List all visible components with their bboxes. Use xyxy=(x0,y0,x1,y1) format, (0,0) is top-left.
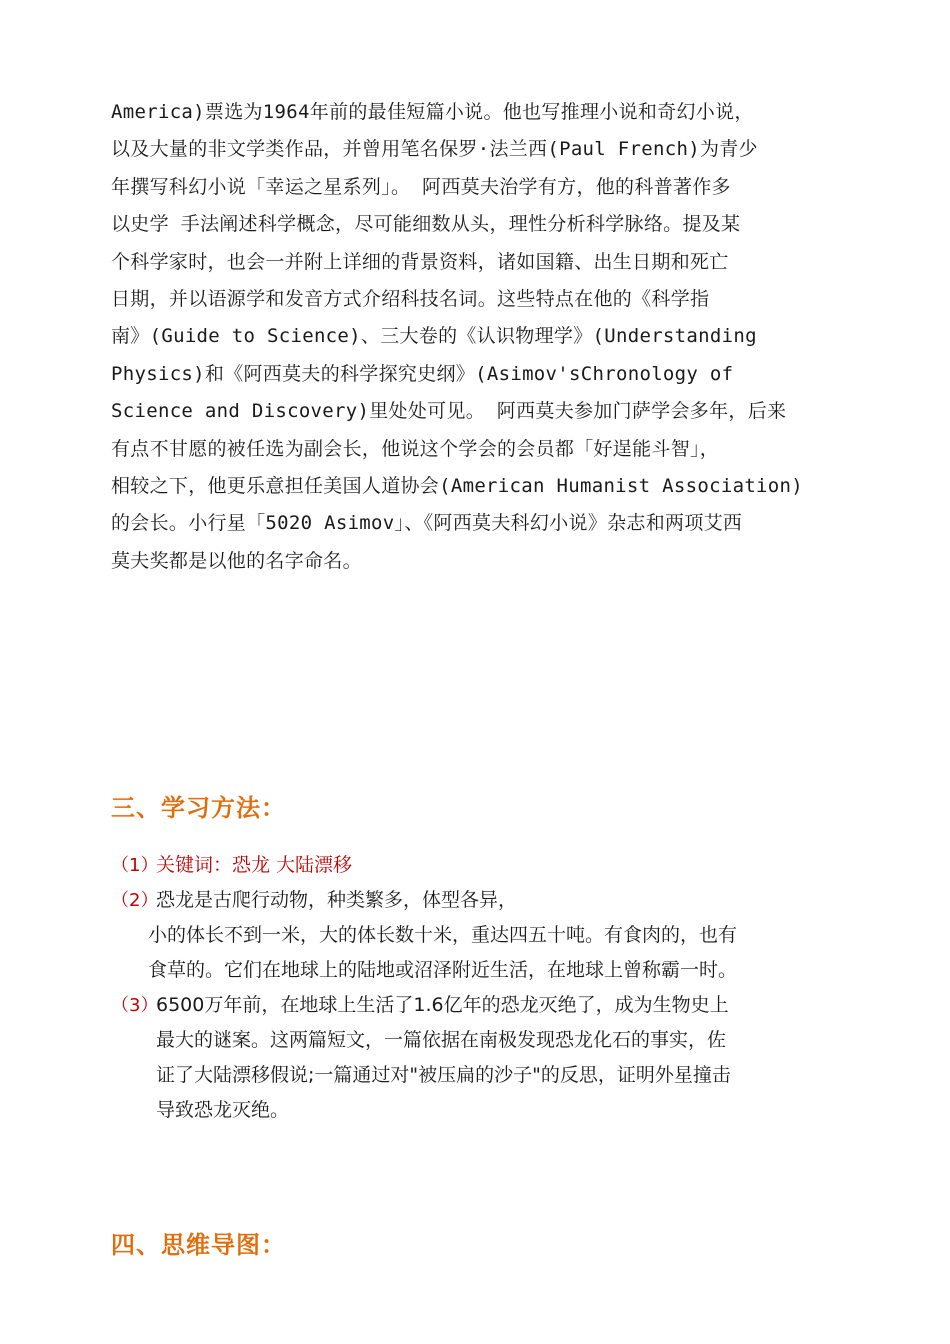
item-continuation-line: 最大的谜案。这两篇短文，一篇依据在南极发现恐龙化石的事实，佐 xyxy=(156,1029,727,1051)
paragraph-line: 的会长。小行星「5020 Asimov」、《阿西莫夫科幻小说》杂志和两项艾西 xyxy=(111,512,743,535)
paragraph-line: Physics)和《阿西莫夫的科学探究史纲》(Asimov'sChronology of xyxy=(111,362,734,385)
paragraph-line: 相较之下，他更乐意担任美国人道协会(American Humanist Association) xyxy=(111,475,804,498)
item-text: 恐龙是古爬行动物，种类繁多，体型各异， xyxy=(156,889,518,911)
item-text: 6500万年前，在地球上生活了1.6亿年的恐龙灭绝了，成为生物史上 xyxy=(156,994,729,1016)
learning-methods-list xyxy=(111,848,851,1128)
item-number: （2） xyxy=(111,890,159,911)
paragraph-line: 以史学 手法阐述科学概念，尽可能细数从头，理性分析科学脉络。提及某 xyxy=(111,213,741,236)
section-heading-learning-methods: 三、学习方法： xyxy=(111,794,286,822)
paragraph-line: Science and Discovery)里处处可见。 阿西莫夫参加门萨学会多年，后来 xyxy=(111,400,787,423)
paragraph-line: 有点不甘愿的被任选为副会长，他说这个学会的会员都「好逞能斗智」， xyxy=(111,437,720,460)
item-continuation-line: 食草的。它们在地球上的陆地或沼泽附近生活，在地球上曾称霸一时。 xyxy=(148,959,738,981)
paragraph-line: 莫夫奖都是以他的名字命名。 xyxy=(111,549,362,572)
item-number: （3） xyxy=(111,995,159,1016)
item-continuation-line: 证了大陆漂移假说;一篇通过对"被压扁的沙子"的反思，证明外星撞击 xyxy=(156,1064,731,1086)
paragraph-line: America)票选为1964年前的最佳短篇小说。他也写推理小说和奇幻小说， xyxy=(111,101,754,123)
section-heading-mind-map: 四、思维导图： xyxy=(111,1231,286,1259)
paragraph-line: 个科学家时，也会一并附上详细的背景资料，诸如国籍、出生日期和死亡 xyxy=(111,250,729,273)
intro-paragraph xyxy=(111,94,841,580)
item-continuation-line: 小的体长不到一米，大的体长数十米，重达四五十吨。有食肉的，也有 xyxy=(148,924,738,946)
paragraph-line: 日期，并以语源学和发音方式介绍科技名词。这些特点在他的《科学指 xyxy=(111,288,710,311)
paragraph-line: 以及大量的非文学类作品，并曾用笔名保罗·法兰西(Paul French)为青少 xyxy=(111,138,758,161)
paragraph-line: 年撰写科幻小说「幸运之星系列」。 阿西莫夫治学有方，他的科普著作多 xyxy=(111,175,731,198)
keywords-text: 关键词：恐龙 大陆漂移 xyxy=(156,854,353,876)
paragraph-line: 南》(Guide to Science)、三大卷的《认识物理学》(Understanding xyxy=(111,325,757,348)
list-item-dinosaur-extinction xyxy=(111,988,851,1128)
list-item-dinosaur-description xyxy=(111,883,851,988)
list-item-keywords xyxy=(111,848,851,883)
item-number: （1） xyxy=(111,855,159,876)
item-continuation-line: 导致恐龙灭绝。 xyxy=(156,1099,290,1121)
